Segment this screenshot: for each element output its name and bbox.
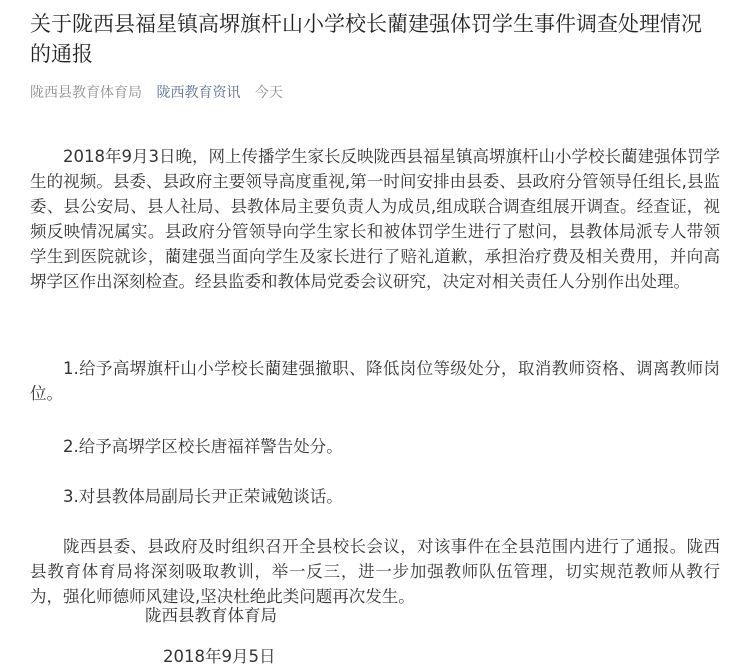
article-meta [30,83,283,103]
article-title: 关于陇西县福星镇高堺旗杆山小学校长藺建强体罚学生事件调查处理情况的通报 [30,12,702,66]
author-name: 陇西县教育体育局 [30,85,142,101]
paragraph-conclusion: 陇西县委、县政府及时组织召开全县校长会议，对该事件在全县范围内进行了通报。陇西县教育体育局将深刻吸取教训，举一反三，进一步加强教师队伍管理，切实规范教师从教行为，强化师德师风建设,坚决杜绝此类问题再次发生。 [30,537,720,606]
publish-date: 今天 [254,85,283,101]
account-link[interactable]: 陇西教育资讯 [156,85,241,101]
signature-date: 2018年9月5日 [163,647,276,666]
paragraph-item-1: 1.给予高堺旗杆山小学校长藺建强撤职、降低岗位等级处分，取消教师资格、调离教师岗位。 [30,359,720,403]
signature-organization: 陇西县教育体育局 [145,606,277,625]
paragraph-item-3: 3.对县教体局副局长尹正荣诫勉谈话。 [63,487,343,506]
paragraph-item-2: 2.给予高堺学区校长唐福祥警告处分。 [63,437,343,456]
paragraph-intro: 2018年9月3日晚，网上传播学生家长反映陇西县福星镇高堺旗杆山小学校长藺建强体罚学生的视频。县委、县政府主要领导高度重视,第一时间安排由县委、县政府分管领导任组长,县监委、县公安局、县人社局、县教体局主要负责人为成员,组成联合调查组展开调查。经查证，视频反映情况属实。县政府分管领导向学生家长和被体罚学生进行了慰问，县教体局派专人带领学生到医院就诊，藺建强当面向学生及家长进行了赔礼道歉，承担治疗费及相关费用，并向高堺学区作出深刻检查。经县监委和教体局党委会议研究，决定对相关责任人分别作出处理。 [30,147,720,291]
article-body [30,144,720,609]
